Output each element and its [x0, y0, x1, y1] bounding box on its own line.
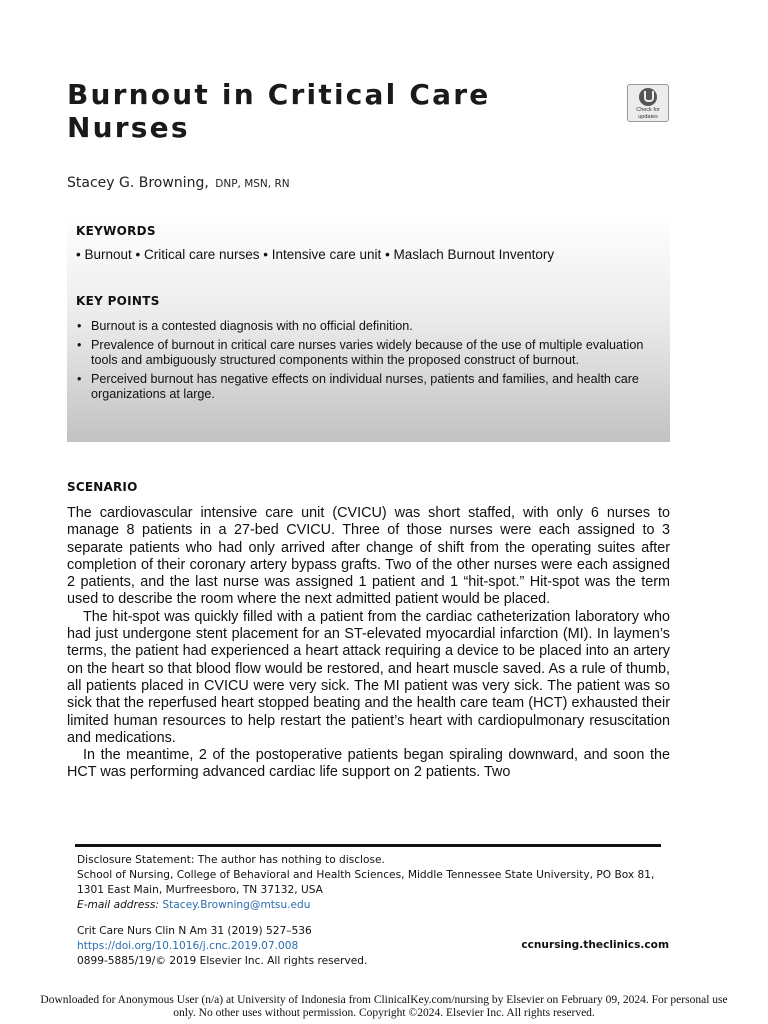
key-point-item: • Prevalence of burnout in critical care nurses varies widely because of the use of multiple evaluation tools and ambiguously structured components within the proposed construct of burnout. — [76, 338, 661, 368]
journal-citation: Crit Care Nurs Clin N Am 31 (2019) 527–536 — [77, 925, 312, 937]
badge-label-1: Check for — [636, 107, 660, 113]
journal-website-link[interactable]: ccnursing.theclinics.com — [521, 939, 669, 951]
email-line — [77, 898, 662, 913]
body-paragraph: In the meantime, 2 of the postoperative patients began spiraling downward, and soon the HCT was performing advanced cardiac life support on 2 patients. Two — [67, 747, 670, 781]
article-title: Burnout in Critical Care Nurses — [67, 78, 491, 144]
key-points-heading: KEY POINTS — [76, 294, 160, 308]
doi-link[interactable]: https://doi.org/10.1016/j.cnc.2019.07.008 — [77, 940, 299, 952]
body-paragraph: The hit-spot was quickly filled with a patient from the cardiac catheterization laboratory who had just undergone stent placement for an ST-elevated myocardial infarction (MI). In laymen’s terms, the patient had experienced a heart attack requiring a device to be placed into an artery on the heart so that blood flow would be restored, and heart muscle saved. As a rule of thumb, all patients placed in CVICU were very sick. The MI patient was very sick. The patient was so sick that the reperfused heart stopped beating and the health care team (HCT) exhausted their limited human resources to help restart the patient’s heart with cardiopulmonary resuscitation and medications. — [67, 608, 670, 746]
key-point-item: • Burnout is a contested diagnosis with no official definition. — [76, 319, 661, 334]
footnotes — [77, 853, 662, 913]
scenario-heading: SCENARIO — [67, 480, 138, 494]
author-credentials: DNP, MSN, RN — [215, 178, 290, 190]
email-label: E-mail address: — [77, 899, 160, 911]
key-points-list — [76, 319, 661, 406]
citation-block — [77, 924, 367, 969]
author-line — [67, 175, 290, 191]
author-affiliation: School of Nursing, College of Behavioral and Health Sciences, Middle Tennessee State University, PO Box 81, 1301 East Main, Murfreesboro, TN 37132, USA — [77, 869, 655, 896]
keywords-list: • Burnout • Critical care nurses • Intensive care unit • Maslach Burnout Inventory — [76, 247, 555, 262]
check-for-updates-badge[interactable] — [627, 84, 669, 122]
email-link[interactable]: Stacey.Browning@mtsu.edu — [162, 899, 311, 911]
footnote-divider — [75, 844, 661, 847]
badge-label-2: updates — [638, 114, 658, 120]
download-notice: Downloaded for Anonymous User (n/a) at University of Indonesia from ClinicalKey.com/nursing by Elsevier on February 09, 2024. For personal use only. No other uses without permission. Copyright ©2024. Elsevier Inc. All rights reserved. — [40, 994, 728, 1019]
disclosure-statement: Disclosure Statement: The author has nothing to disclose. — [77, 854, 385, 866]
keywords-keypoints-box — [67, 212, 670, 442]
bookmark-icon — [639, 88, 657, 106]
body-paragraph: The cardiovascular intensive care unit (CVICU) was short staffed, with only 6 nurses to manage 8 patients in a 27-bed CVICU. Three of those nurses were each assigned to 3 separate patients who had only arrived after change of shift from the operating suites after completion of their coronary artery bypass grafts. Two of the other nurses were each assigned 2 patients, and the last nurse was assigned 1 patient and 1 “hit-spot.” Hit-spot was the term used to describe the room where the next admitted patient would be placed. — [67, 505, 670, 608]
keywords-heading: KEYWORDS — [76, 224, 156, 238]
issn-copyright: 0899-5885/19/© 2019 Elsevier Inc. All rights reserved. — [77, 955, 368, 967]
scenario-body — [67, 505, 670, 782]
key-point-item: • Perceived burnout has negative effects on individual nurses, patients and families, and health care organizations at large. — [76, 372, 661, 402]
author-name: Stacey G. Browning, — [67, 175, 209, 191]
